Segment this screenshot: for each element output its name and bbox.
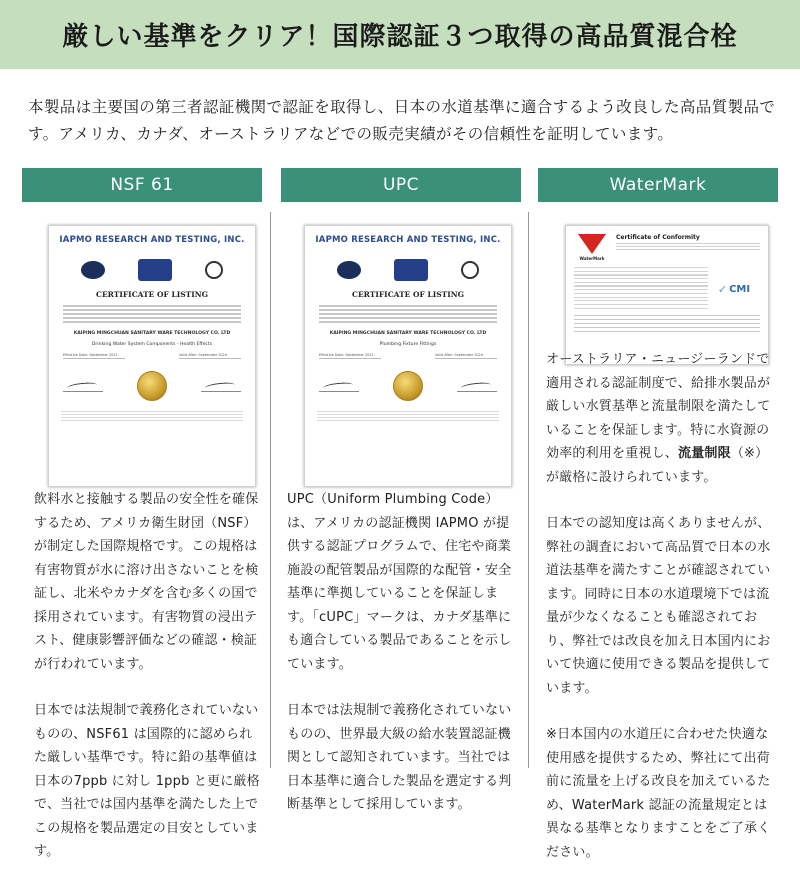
cert-signatures: [319, 371, 497, 401]
wm-cert-table: [574, 315, 760, 332]
wm-cert-header: [574, 234, 760, 261]
cert-address-line: [49, 248, 255, 252]
signature-icon: [201, 380, 241, 392]
cert-dates: [63, 353, 241, 359]
cmi-logo: [708, 267, 760, 311]
wm-cert-lines: [574, 267, 708, 311]
cert-company: KAIPING MINGCHUAN SANITARY WARE TECHNOLOGY CO. LTD: [329, 330, 487, 336]
intro-text: 本製品は主要国の第三者認証機関で認証を取得し、日本の水道基準に適合するよう改良した高品質製品です。アメリカ、カナダ、オーストラリアなどでの販売実績がその信頼性を証明しています。: [28, 98, 776, 143]
cert-heading: CERTIFICATE OF LISTING: [351, 290, 464, 299]
iapmo-logo-icon: [394, 259, 428, 281]
upc-label: UPC: [281, 168, 521, 202]
watermark-description: [546, 348, 776, 887]
seal-icon: [461, 261, 479, 279]
wm-cert-meta: [616, 234, 760, 261]
column-divider: [528, 212, 529, 768]
nsf61-certificate-image: [48, 225, 256, 487]
watermark-column: [538, 168, 778, 860]
wm-cert-body: [574, 267, 760, 311]
ansi-logo-icon: [337, 261, 361, 279]
cert-product: Drinking Water System Components - Health Effects: [91, 341, 213, 347]
cmi-logo-text: CMI: [729, 283, 751, 295]
signature-icon: [319, 380, 359, 392]
page-title: 厳しい基準をクリア！国際認証３つ取得の高品質混合栓: [62, 22, 738, 52]
ansi-logo-icon: [81, 261, 105, 279]
cert-logos: [65, 258, 239, 282]
cert-dates: [319, 353, 497, 359]
watermark-v-icon: [578, 234, 606, 254]
cert-valid: Valid After: September 2024: [179, 353, 241, 359]
cert-effective: Effective Date: September 2021: [319, 353, 381, 359]
gold-seal-icon: [393, 371, 423, 401]
cert-product: Plumbing Fixture Fittings: [379, 341, 437, 347]
cert-body-lines: [319, 305, 497, 323]
cert-heading: CERTIFICATE OF LISTING: [95, 290, 208, 299]
watermark-paragraph: オーストラリア・ニュージーランドで適用される認証制度で、給排水製品が厳しい水質基準と流量制限を満たしていることを保証します。特に水資源の効率的利用を重視し、流量制限（※）が厳格に設けられています。: [546, 352, 771, 485]
signature-icon: [457, 380, 497, 392]
watermark-paragraph: 日本での認知度は高くありませんが、弊社の調査において高品質で日本の水道法基準を満たすことが確認されています。同時に日本の水道環境下では流量が少なくなることも確認されており、弊社では改良を加え日本国内において快適に使用できる製品を提供しています。: [546, 516, 771, 696]
upc-certificate-image: [304, 225, 512, 487]
watermark-label: WaterMark: [538, 168, 778, 202]
nsf61-label: NSF 61: [22, 168, 262, 202]
cert-footer-lines: [61, 411, 243, 421]
nsf61-paragraph: 飲料水と接触する製品の安全性を確保するため、アメリカ衛生財団（NSF）が制定した国際規格です。この規格は有害物質が水に溶け出さないことを検証し、北米やカナダを含む多くの国で採用されています。有害物質の浸出テスト、健康影響評価などの確認・検証が行われています。: [34, 492, 259, 672]
upc-paragraph: UPC（Uniform Plumbing Code）は、アメリカの認証機関 IAPMO が提供する認証プログラムで、住宅や商業施設の配管製品が国際的な配管・安全基準に準拠していることを保証します。「cUPC」マークは、カナダ基準にも適合している製品であることを示しています。: [287, 492, 512, 672]
upc-description: [287, 488, 519, 840]
cert-effective: Effective Date: September 2021: [63, 353, 125, 359]
cert-org: IAPMO RESEARCH AND TESTING, INC.: [59, 235, 245, 245]
flow-limit-emphasis: 流量制限: [678, 446, 731, 461]
watermark-note: ※日本国内の水道圧に合わせた快適な使用感を提供するため、弊社にて出荷前に流量を上げる改良を加えているため、WaterMark 認証の流量規定とは異なる基準となりますことをご了承ください。: [546, 727, 771, 860]
nsf61-paragraph: 日本では法規制で義務化されていないものの、NSF61 は国際的に認められた厳しい基準です。特に鉛の基準値は日本の7ppb に対し 1ppb と更に厳格で、当社では国内基準を満たした上でこの規格を製品選定の目安としています。: [34, 703, 260, 859]
upc-paragraph: 日本では法規制で義務化されていないものの、世界最大級の給水装置認証機関として認知されています。当社では日本基準に適合した製品を選定する判断基準として採用しています。: [287, 703, 512, 812]
seal-icon: [205, 261, 223, 279]
watermark-certificate-image: [565, 225, 769, 365]
nsf61-column: [22, 168, 262, 859]
column-divider: [270, 212, 271, 768]
cmi-check-icon: ✓: [717, 282, 728, 296]
cert-logos: [321, 258, 495, 282]
cert-org: IAPMO RESEARCH AND TESTING, INC.: [315, 235, 501, 245]
cert-valid: Valid After: September 2024: [435, 353, 497, 359]
upc-column: [281, 168, 521, 812]
signature-icon: [63, 380, 103, 392]
gold-seal-icon: [137, 371, 167, 401]
iapmo-logo-icon: [138, 259, 172, 281]
page-header: [0, 0, 800, 69]
wm-cert-title: Certificate of Conformity: [616, 234, 700, 241]
watermark-logo: [574, 234, 610, 261]
cert-body-lines: [63, 305, 241, 323]
watermark-logo-text: WaterMark: [579, 256, 605, 261]
nsf61-description: [34, 488, 260, 887]
cert-signatures: [63, 371, 241, 401]
cert-address-line: [305, 248, 511, 252]
cert-company: KAIPING MINGCHUAN SANITARY WARE TECHNOLOGY CO. LTD: [73, 330, 231, 336]
cert-footer-lines: [317, 411, 499, 421]
